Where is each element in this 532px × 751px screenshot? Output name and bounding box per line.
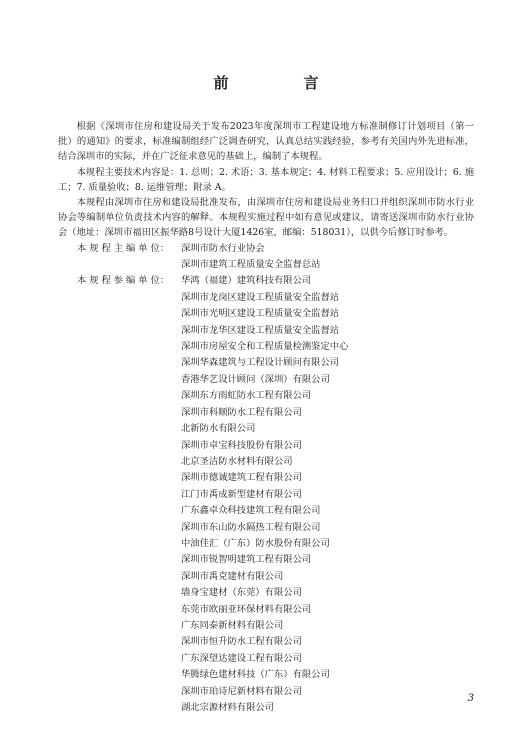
participants-label: 本 规 程 参 编 单 位： — [77, 275, 170, 287]
org-row — [58, 618, 474, 634]
participant-unit: 深圳市德诚建筑工程有限公司 — [181, 472, 302, 484]
org-row — [58, 438, 474, 454]
org-row — [58, 520, 474, 536]
participant-unit: 深圳市卓宝科技股份有限公司 — [181, 439, 302, 451]
participant-unit: 墙身宝建材（东莞）有限公司 — [181, 587, 302, 599]
org-row — [58, 684, 474, 700]
participant-unit: 深圳市房屋安全和工程质量检测鉴定中心 — [181, 341, 349, 353]
participant-unit: 深圳市珀诗尼新材料有限公司 — [181, 685, 302, 697]
chief-editors-section — [58, 241, 474, 274]
org-row — [58, 421, 474, 437]
org-row — [58, 552, 474, 568]
participant-unit: 广东鑫卓众科技建筑工程有限公司 — [181, 505, 321, 517]
participant-unit: 广东深望达建设工程有限公司 — [181, 652, 302, 664]
body-text — [58, 119, 474, 716]
participant-unit: 深圳市龙华区建设工程质量安全监督站 — [181, 324, 340, 336]
chief-editor-unit: 深圳市防水行业协会 — [181, 242, 265, 254]
participant-unit: 深圳市东山防水隔热工程有限公司 — [181, 521, 321, 533]
org-row — [58, 306, 474, 322]
participant-unit: 深圳市禹克建材有限公司 — [181, 570, 284, 582]
paragraph-contents: 本规程主要技术内容是：1. 总则；2. 术语；3. 基本规定；4. 材料工程要求；5. 应用设计；6. 施工；7. 质量验收；8. 运维管理；附录 A。 — [58, 166, 474, 193]
org-row — [58, 503, 474, 519]
participant-unit: 湖北宗源材料有限公司 — [181, 702, 274, 713]
paragraph-approval: 本规程由深圳市住房和建设局批准发布，由深圳市住房和建设局业务归口并组织深圳市防水行业协会等编制单位负责技术内容的解释。本规程实施过程中如有意见或建议，请寄送深圳市防水行业协会（地址：深圳市福田区振华路8号设计大厦1426室，邮编：518031），以供今后修订时参考。 — [58, 197, 474, 239]
org-row — [58, 323, 474, 339]
org-row — [58, 372, 474, 388]
org-row — [58, 536, 474, 552]
org-row — [58, 388, 474, 404]
participant-unit: 广东同泰新材料有限公司 — [181, 619, 284, 631]
org-row — [58, 290, 474, 306]
participant-unit: 北京圣洁防水材料有限公司 — [181, 455, 293, 467]
org-row — [58, 585, 474, 601]
participant-unit: 香港华艺设计顾问（深圳）有限公司 — [181, 373, 330, 385]
org-row — [58, 257, 474, 273]
participant-unit: 深圳东方雨虹防水工程有限公司 — [181, 390, 312, 402]
org-row — [58, 634, 474, 650]
org-row — [58, 405, 474, 421]
org-row — [58, 470, 474, 486]
org-row — [58, 454, 474, 470]
participant-unit: 东莞市欧丽亚环保材料有限公司 — [181, 603, 312, 615]
org-row — [58, 667, 474, 683]
participants-section — [58, 273, 474, 716]
paragraph-basis: 根据《深圳市住房和建设局关于发布2023年度深圳市工程建设地方标准制修订计划项目（第一批）的通知》的要求，标准编制组经广泛调查研究，认真总结实践经验，参考有关国内外先进标准，结合深圳市的实际，并在广泛征求意见的基础上，编制了本规程。 — [58, 121, 474, 163]
org-row — [58, 273, 474, 289]
participant-unit: 华鸿（福建）建筑科技有限公司 — [181, 275, 312, 287]
participant-unit: 深圳市光明区建设工程质量安全监督站 — [181, 308, 340, 320]
chief-editors-label: 本 规 程 主 编 单 位： — [77, 242, 170, 254]
org-row — [58, 569, 474, 585]
participant-unit: 北新防水有限公司 — [181, 423, 256, 435]
participant-unit: 深圳市恒升防水工程有限公司 — [181, 636, 302, 648]
page-title: 前 言 — [213, 74, 349, 92]
participant-unit: 华腾绿色建材科技（广东）有限公司 — [181, 669, 330, 681]
participant-unit: 深圳市龙岗区建设工程质量安全监督站 — [181, 291, 340, 303]
org-row — [58, 487, 474, 503]
participant-unit: 江门市禹成新型建材有限公司 — [181, 488, 302, 500]
participant-unit: 中油佳汇（广东）防水股份有限公司 — [181, 537, 330, 549]
org-row — [58, 651, 474, 667]
org-row — [58, 355, 474, 371]
org-row — [58, 602, 474, 618]
org-row — [58, 339, 474, 355]
page-number: 3 — [467, 693, 474, 704]
participant-unit: 深圳市锐智明建筑工程有限公司 — [181, 554, 312, 566]
org-row — [58, 700, 474, 716]
org-row — [58, 241, 474, 257]
chief-editor-unit: 深圳市建筑工程质量安全监督总站 — [181, 259, 321, 271]
participant-unit: 深圳华森建筑与工程设计顾问有限公司 — [181, 357, 340, 369]
participant-unit: 深圳市科顺防水工程有限公司 — [181, 406, 302, 418]
